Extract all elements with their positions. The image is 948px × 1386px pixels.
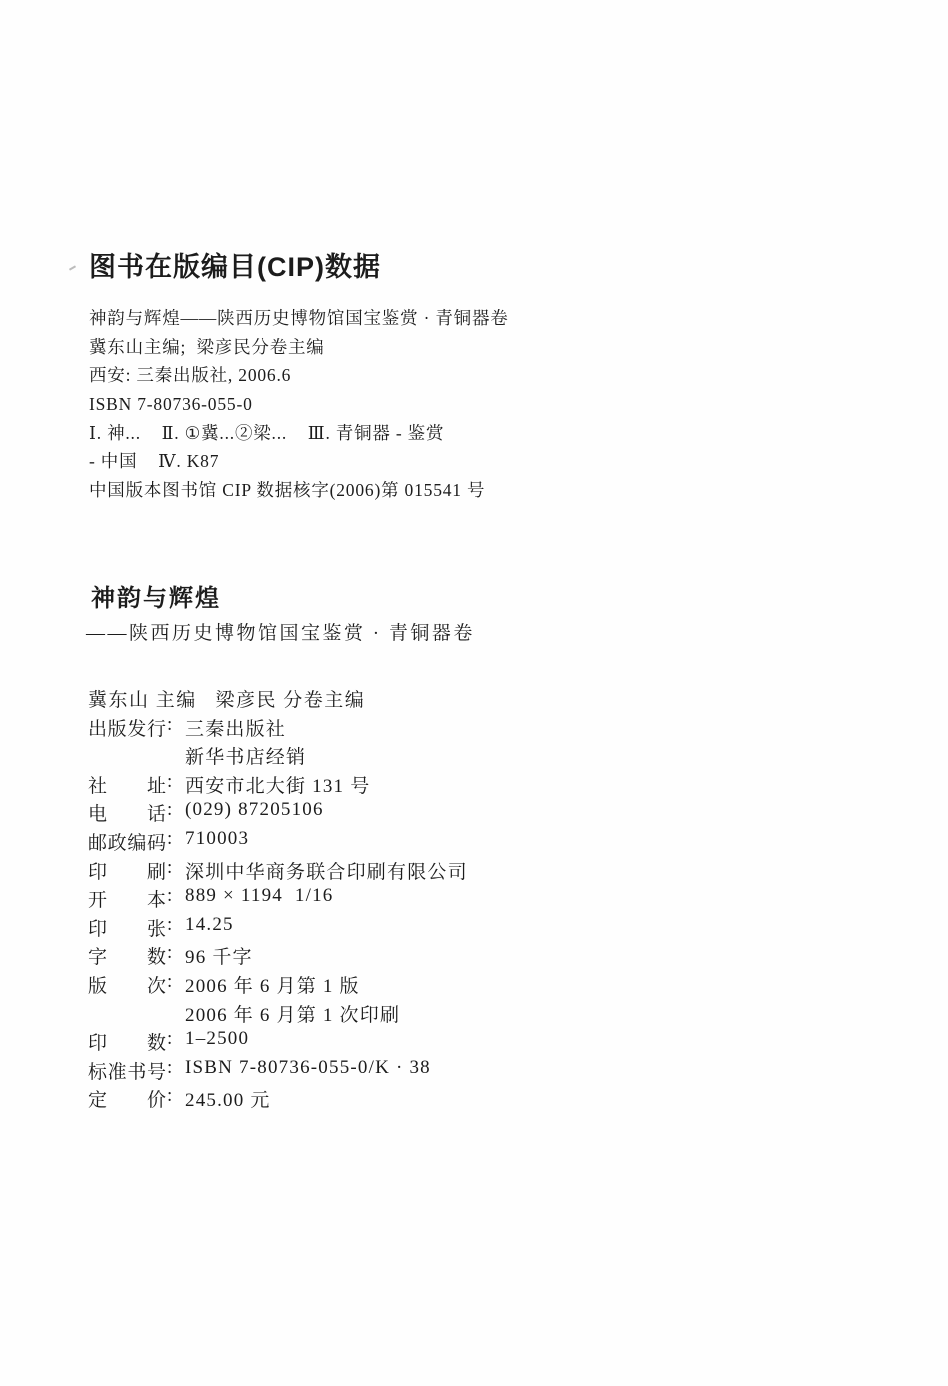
imprint-value: 2006 年 6 月第 1 次印刷 [185, 1004, 401, 1026]
imprint-row-isbn [88, 1057, 468, 1086]
imprint-label: 定 价 [88, 1090, 166, 1112]
imprint-label: 出版发行 [88, 718, 166, 740]
imprint-colon: : [167, 827, 173, 849]
imprint-label: 标准书号 [88, 1061, 166, 1083]
imprint-row-publisher [88, 714, 468, 743]
imprint-value: ISBN 7-80736-055-0/K · 38 [185, 1056, 431, 1078]
imprint-colon: : [167, 799, 173, 821]
imprint-editors-line: 冀东山 主编 梁彦民 分卷主编 [88, 690, 366, 711]
imprint-label: 邮政编码 [88, 832, 166, 854]
imprint-label: 印 张 [88, 918, 166, 940]
imprint-row-printer [88, 857, 468, 886]
imprint-colon: : [167, 913, 173, 935]
imprint-colon: : [167, 1056, 173, 1078]
imprint-row-print-run [88, 1028, 468, 1057]
imprint-row-price [88, 1085, 468, 1114]
imprint-label: 社 址 [88, 775, 166, 797]
imprint-value: 14.25 [185, 913, 234, 935]
cip-data-block [89, 304, 509, 505]
cip-line-classification-1: Ⅰ. 神... Ⅱ. ①冀...②梁... Ⅲ. 青铜器 - 鉴赏 [89, 422, 445, 443]
scan-artifact-mark [69, 265, 76, 270]
imprint-colon: : [167, 942, 173, 964]
imprint-row-address [88, 771, 468, 800]
book-title: 神韵与辉煌 [91, 585, 221, 612]
imprint-value: 西安市北大街 131 号 [185, 775, 371, 797]
cip-line-title: 神韵与辉煌——陕西历史博物馆国宝鉴赏 · 青铜器卷 [89, 308, 509, 328]
cip-line-publisher: 西安: 三秦出版社, 2006.6 [89, 365, 292, 386]
imprint-label: 开 本 [88, 890, 166, 912]
imprint-value: 245.00 元 [185, 1090, 271, 1112]
imprint-colon: : [167, 713, 173, 735]
imprint-label: 字 数 [88, 947, 166, 969]
imprint-value: 96 千字 [185, 947, 253, 969]
imprint-row-postcode [88, 828, 468, 857]
imprint-value: 深圳中华商务联合印刷有限公司 [185, 861, 468, 883]
cip-line-record-number: 中国版本图书馆 CIP 数据核字(2006)第 015541 号 [89, 480, 486, 501]
imprint-value: 三秦出版社 [185, 718, 287, 740]
imprint-value: 新华书店经销 [185, 747, 307, 769]
imprint-row-printing [88, 1000, 468, 1029]
cip-heading: 图书在版编目(CIP)数据 [89, 252, 381, 282]
imprint-row-distributor [88, 742, 468, 771]
cip-line-classification-2: - 中国 Ⅳ. K87 [89, 451, 220, 472]
imprint-colon: : [167, 970, 173, 992]
imprint-row-wordcount [88, 942, 468, 971]
imprint-row-sheets [88, 914, 468, 943]
imprint-colon: : [167, 1085, 173, 1107]
imprint-label: 电 话 [88, 804, 166, 826]
cip-line-isbn: ISBN 7-80736-055-0 [89, 394, 253, 415]
imprint-label: 版 次 [88, 975, 166, 997]
imprint-value: 710003 [185, 827, 250, 849]
imprint-block [88, 685, 468, 1114]
imprint-colon: : [167, 1028, 173, 1050]
book-subtitle: ——陕西历史博物馆国宝鉴赏 · 青铜器卷 [86, 623, 475, 644]
imprint-row-edition [88, 971, 468, 1000]
imprint-value: 889 × 1194 1/16 [185, 885, 334, 907]
imprint-label: 印 刷 [88, 861, 166, 883]
imprint-label: 印 数 [88, 1033, 166, 1055]
cip-line-editors: 冀东山主编; 梁彦民分卷主编 [89, 336, 325, 357]
imprint-colon: : [167, 856, 173, 878]
imprint-row-phone [88, 799, 468, 828]
imprint-colon: : [167, 885, 173, 907]
imprint-value: (029) 87205106 [185, 799, 324, 821]
imprint-value: 1–2500 [185, 1028, 250, 1050]
imprint-value: 2006 年 6 月第 1 版 [185, 975, 360, 997]
imprint-row-format [88, 885, 468, 914]
imprint-colon: : [167, 770, 173, 792]
